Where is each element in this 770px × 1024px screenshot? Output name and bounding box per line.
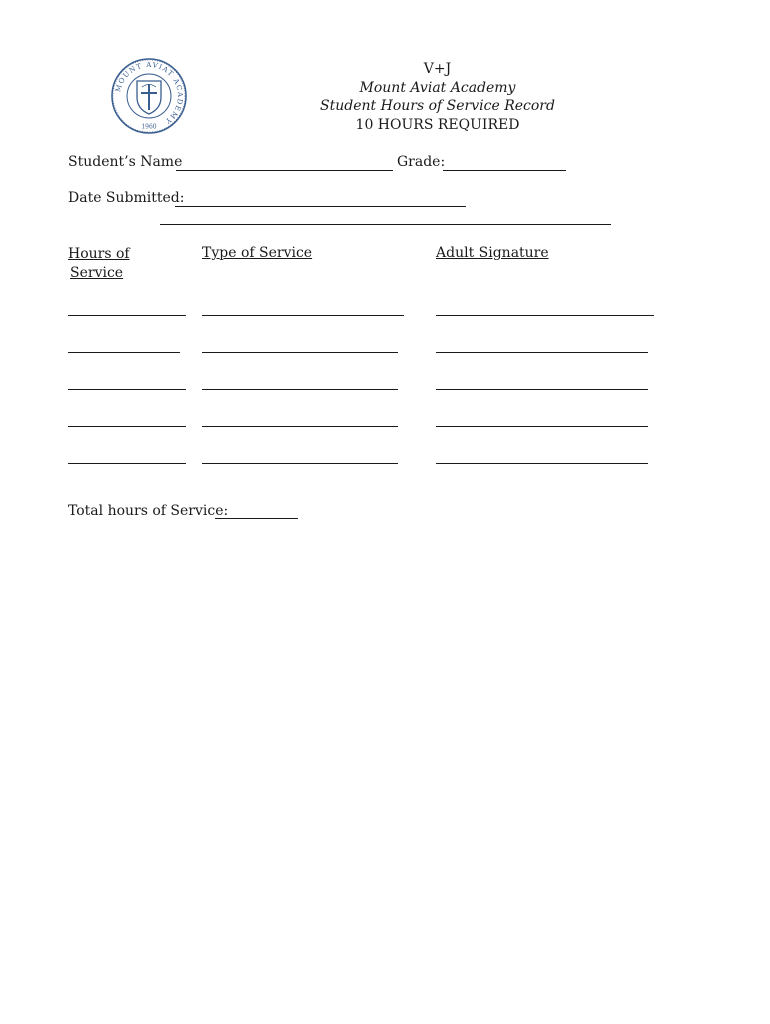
- date-submitted-field[interactable]: [175, 206, 466, 207]
- total-hours-field[interactable]: [215, 518, 298, 519]
- hours-field[interactable]: [68, 426, 186, 427]
- column-header-type: Type of Service: [202, 245, 313, 261]
- signature-field[interactable]: [436, 426, 648, 427]
- grade-label: Grade:: [397, 154, 446, 170]
- svg-text:MOUNT AVIAT ACADEMY: MOUNT AVIAT ACADEMY: [114, 60, 185, 126]
- hours-field[interactable]: [68, 389, 186, 390]
- student-name-label: Student’s Name: [68, 154, 183, 170]
- signature-field[interactable]: [436, 463, 648, 464]
- date-submitted-label: Date Submitted:: [68, 190, 185, 206]
- svg-text:1960: 1960: [141, 123, 157, 131]
- signature-field[interactable]: [436, 352, 648, 353]
- signature-field[interactable]: [436, 315, 654, 316]
- column-header-signature: Adult Signature: [436, 245, 549, 261]
- hours-field[interactable]: [68, 352, 180, 353]
- signature-field[interactable]: [436, 389, 648, 390]
- student-name-field[interactable]: [176, 170, 393, 171]
- section-divider: [160, 224, 611, 225]
- form-title: Student Hours of Service Record: [320, 98, 555, 114]
- service-type-field[interactable]: [202, 389, 398, 390]
- service-type-field[interactable]: [202, 426, 398, 427]
- hours-field[interactable]: [68, 315, 186, 316]
- column-header-hours-line1: Hours of: [68, 246, 130, 262]
- form-header: [300, 60, 575, 134]
- grade-field[interactable]: [443, 170, 566, 171]
- hours-field[interactable]: [68, 463, 186, 464]
- total-hours-label: Total hours of Service:: [68, 503, 229, 519]
- column-header-hours: [68, 245, 130, 283]
- service-type-field[interactable]: [202, 315, 404, 316]
- header-line-vj: V+J: [423, 61, 452, 77]
- column-header-hours-line2: Service: [70, 265, 124, 281]
- school-seal-logo: [110, 57, 188, 135]
- service-type-field[interactable]: [202, 463, 398, 464]
- service-type-field[interactable]: [202, 352, 398, 353]
- hours-requirement: 10 HOURS REQUIRED: [355, 116, 520, 133]
- school-name: Mount Aviat Academy: [359, 79, 516, 96]
